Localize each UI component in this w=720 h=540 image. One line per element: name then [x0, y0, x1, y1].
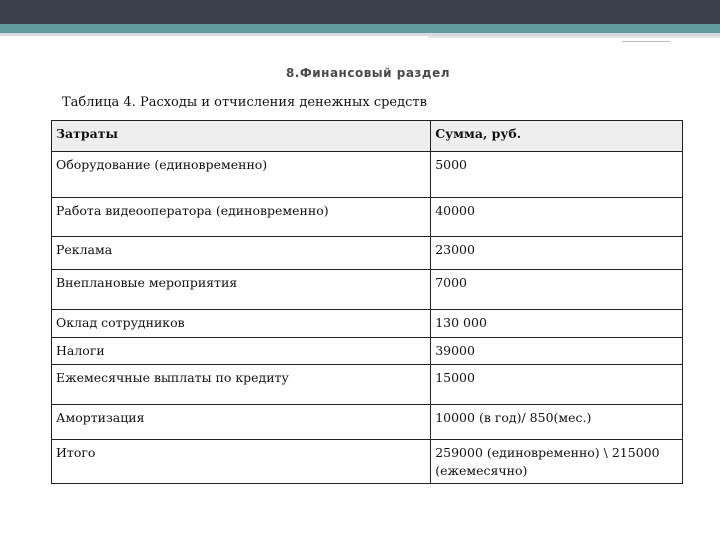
- table-row: [52, 237, 683, 270]
- total-label-cell: Итого: [52, 440, 431, 484]
- decorative-line-short: [622, 41, 670, 42]
- table-row: [52, 152, 683, 198]
- expenses-table: [51, 120, 683, 484]
- table-row: [52, 270, 683, 310]
- expense-amount-cell: 15000: [431, 365, 683, 405]
- expense-amount-cell: 5000: [431, 152, 683, 198]
- column-header-expenses: Затраты: [52, 121, 431, 152]
- expense-amount-cell: 23000: [431, 237, 683, 270]
- accent-stripe: [0, 24, 720, 33]
- top-bar: [0, 0, 720, 24]
- table-header-row: [52, 121, 683, 152]
- expense-name-cell: Оборудование (единовременно): [52, 152, 431, 198]
- total-amount-cell: 259000 (единовременно) \ 215000 (ежемесячно): [431, 440, 683, 484]
- expense-name-cell: Реклама: [52, 237, 431, 270]
- expense-name-cell: Внеплановые мероприятия: [52, 270, 431, 310]
- expense-amount-cell: 130 000: [431, 310, 683, 338]
- expense-amount-cell: 7000: [431, 270, 683, 310]
- expense-amount-cell: 10000 (в год)/ 850(мес.): [431, 405, 683, 440]
- table-row: [52, 365, 683, 405]
- expense-amount-cell: 39000: [431, 338, 683, 365]
- table-row: [52, 338, 683, 365]
- table-row: [52, 198, 683, 237]
- expense-name-cell: Оклад сотрудников: [52, 310, 431, 338]
- expense-name-cell: Амортизация: [52, 405, 431, 440]
- table-row: [52, 405, 683, 440]
- table-row: [52, 310, 683, 338]
- table-caption: Таблица 4. Расходы и отчисления денежных средств: [62, 95, 427, 110]
- column-header-amount: Сумма, руб.: [431, 121, 683, 152]
- decorative-line: [428, 36, 720, 38]
- slide-title: 8.Финансовый раздел: [285, 66, 451, 80]
- expense-amount-cell: 40000: [431, 198, 683, 237]
- expense-name-cell: Ежемесячные выплаты по кредиту: [52, 365, 431, 405]
- expense-name-cell: Налоги: [52, 338, 431, 365]
- table-row-total: [52, 440, 683, 484]
- expense-name-cell: Работа видеооператора (единовременно): [52, 198, 431, 237]
